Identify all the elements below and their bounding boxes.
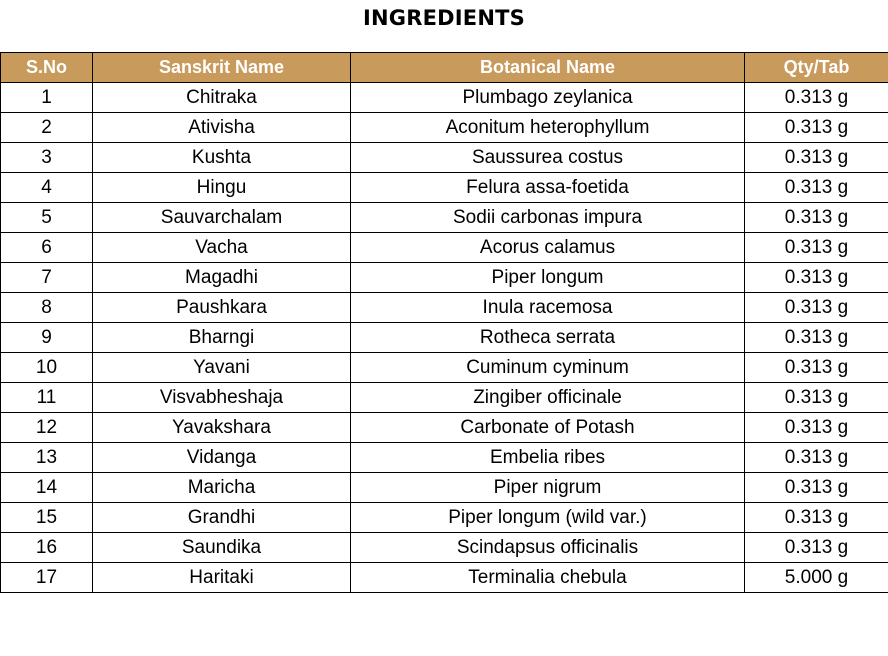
cell-sno: 6 [1,233,93,263]
cell-botanical-name: Embelia ribes [351,443,745,473]
table-row [1,503,888,533]
table-row [1,533,888,563]
cell-qty: 0.313 g [745,293,888,323]
cell-sanskrit-name: Paushkara [93,293,351,323]
table-row [1,383,888,413]
cell-botanical-name: Piper nigrum [351,473,745,503]
cell-sanskrit-name: Haritaki [93,563,351,593]
cell-qty: 0.313 g [745,113,888,143]
cell-qty: 0.313 g [745,203,888,233]
table-row [1,353,888,383]
cell-sno: 10 [1,353,93,383]
cell-sanskrit-name: Magadhi [93,263,351,293]
table-row [1,473,888,503]
cell-botanical-name: Aconitum heterophyllum [351,113,745,143]
cell-sanskrit-name: Bharngi [93,323,351,353]
cell-sanskrit-name: Yavani [93,353,351,383]
cell-botanical-name: Piper longum [351,263,745,293]
cell-qty: 0.313 g [745,173,888,203]
cell-qty: 0.313 g [745,353,888,383]
cell-sanskrit-name: Vidanga [93,443,351,473]
cell-qty: 0.313 g [745,323,888,353]
cell-qty: 0.313 g [745,473,888,503]
cell-sanskrit-name: Kushta [93,143,351,173]
cell-botanical-name: Zingiber officinale [351,383,745,413]
page-title: INGREDIENTS [363,6,525,30]
table-row [1,83,888,113]
cell-qty: 0.313 g [745,143,888,173]
table-row [1,443,888,473]
ingredients-table [0,52,888,593]
cell-sno: 15 [1,503,93,533]
cell-botanical-name: Cuminum cyminum [351,353,745,383]
table-row [1,413,888,443]
table-row [1,113,888,143]
table-row [1,203,888,233]
cell-sno: 14 [1,473,93,503]
cell-qty: 0.313 g [745,503,888,533]
cell-botanical-name: Piper longum (wild var.) [351,503,745,533]
table-row [1,263,888,293]
table-row [1,173,888,203]
cell-qty: 0.313 g [745,83,888,113]
table-row [1,143,888,173]
table-row [1,563,888,593]
cell-botanical-name: Terminalia chebula [351,563,745,593]
cell-sno: 13 [1,443,93,473]
cell-sanskrit-name: Sauvarchalam [93,203,351,233]
cell-sno: 8 [1,293,93,323]
cell-sanskrit-name: Ativisha [93,113,351,143]
header-sanskrit-name: Sanskrit Name [93,53,351,83]
header-botanical-name: Botanical Name [351,53,745,83]
cell-botanical-name: Inula racemosa [351,293,745,323]
table-row [1,293,888,323]
cell-qty: 0.313 g [745,263,888,293]
cell-sno: 4 [1,173,93,203]
table-body [1,83,888,593]
cell-sanskrit-name: Maricha [93,473,351,503]
table-row [1,323,888,353]
cell-botanical-name: Rotheca serrata [351,323,745,353]
cell-sanskrit-name: Hingu [93,173,351,203]
cell-sanskrit-name: Saundika [93,533,351,563]
cell-botanical-name: Sodii carbonas impura [351,203,745,233]
cell-sanskrit-name: Grandhi [93,503,351,533]
header-qty-per-tab: Qty/Tab [745,53,888,83]
cell-sno: 11 [1,383,93,413]
cell-sanskrit-name: Yavakshara [93,413,351,443]
cell-sno: 12 [1,413,93,443]
cell-qty: 0.313 g [745,413,888,443]
table-header-row [1,53,888,83]
cell-qty: 0.313 g [745,533,888,563]
cell-botanical-name: Plumbago zeylanica [351,83,745,113]
cell-botanical-name: Scindapsus officinalis [351,533,745,563]
table-row [1,233,888,263]
cell-sanskrit-name: Chitraka [93,83,351,113]
cell-qty: 0.313 g [745,233,888,263]
cell-botanical-name: Saussurea costus [351,143,745,173]
cell-botanical-name: Acorus calamus [351,233,745,263]
header-sno: S.No [1,53,93,83]
cell-sno: 2 [1,113,93,143]
cell-sno: 17 [1,563,93,593]
cell-sno: 7 [1,263,93,293]
cell-sno: 5 [1,203,93,233]
cell-qty: 5.000 g [745,563,888,593]
cell-qty: 0.313 g [745,383,888,413]
cell-qty: 0.313 g [745,443,888,473]
cell-sno: 9 [1,323,93,353]
cell-sanskrit-name: Visvabheshaja [93,383,351,413]
cell-botanical-name: Carbonate of Potash [351,413,745,443]
cell-sanskrit-name: Vacha [93,233,351,263]
cell-sno: 3 [1,143,93,173]
cell-sno: 16 [1,533,93,563]
cell-sno: 1 [1,83,93,113]
cell-botanical-name: Felura assa-foetida [351,173,745,203]
